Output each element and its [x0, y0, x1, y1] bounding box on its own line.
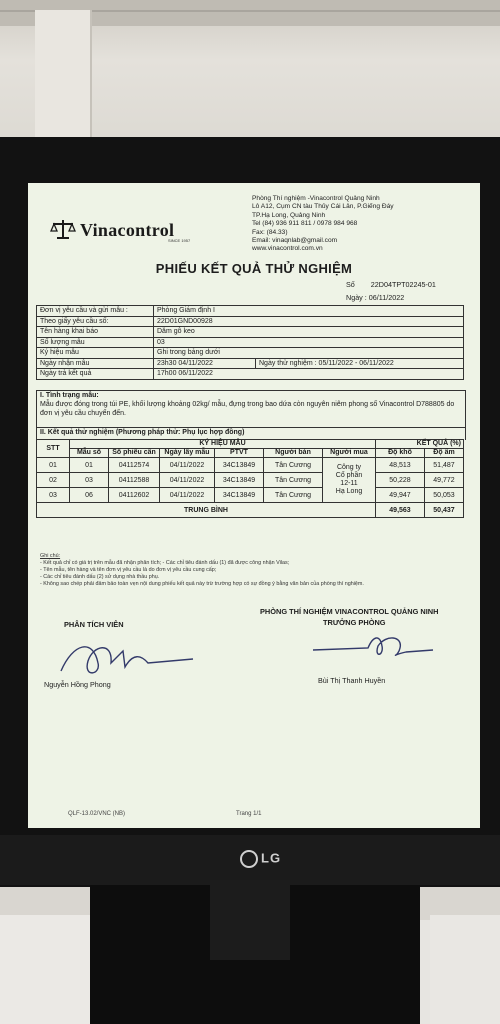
info-row: Theo giấy yêu cầu số: 22D01GND00928	[37, 316, 464, 327]
lab-line: Tel (84) 936 911 811 / 0978 984 968	[252, 220, 358, 228]
info-row: Ngày nhận mẫu 23h30 04/11/2022 Ngày thử nghiệm : 05/11/2022 - 06/11/2022	[37, 358, 464, 369]
monitor-brand-logo: LG	[240, 850, 290, 868]
note-line: - Các chỉ tiêu đánh dấu (2) sử dụng nhà thầu phụ.	[40, 574, 160, 580]
table-row: 02 03 04112588 04/11/2022 34C13849 Tân Cương 50,228 49,772	[37, 473, 464, 488]
info-row: Tên hàng khai báo Dăm gỗ keo	[37, 327, 464, 338]
buyer-cell: Công ty Cổ phần 12-11 Hạ Long	[323, 458, 376, 503]
document-title: PHIẾU KẾT QUẢ THỬ NGHIỆM	[155, 261, 353, 276]
page-number: Trang 1/1	[236, 811, 262, 817]
lg-circle-icon	[240, 850, 258, 868]
note-line: - Kết quả chỉ có giá trị trên mẫu đã nhận phân tích; - Các chỉ tiêu đánh dấu (1) đã được công nhận Vilas;	[40, 560, 290, 566]
lab-line: Fax: (84.33)	[252, 228, 288, 236]
request-info-table	[36, 305, 464, 380]
results-section-heading: II. Kết quả thử nghiệm (Phương pháp thử: Phụ lục hợp đồng)	[36, 427, 466, 440]
results-table	[36, 439, 464, 518]
info-row: Đơn vị yêu cầu và gửi mẫu : Phòng Giám định I	[37, 306, 464, 317]
lab-line: Email: vinaqnlab@gmail.com	[252, 237, 338, 245]
scales-icon	[50, 218, 76, 240]
analyst-name: Nguyễn Hồng Phong	[44, 680, 111, 689]
sample-status-section	[36, 390, 466, 428]
monitor-neck	[210, 880, 290, 960]
header-row: STT KÝ HIỆU MẪU KẾT QUẢ (%)	[37, 440, 464, 449]
form-code: QLF-13.02/VNC (NB)	[68, 811, 126, 817]
report-number: Số 22D04TPT02245-01	[346, 280, 436, 289]
info-row: Ký hiệu mẫu Ghi trong bảng dưới	[37, 348, 464, 359]
notes-heading: Ghi chú:	[40, 553, 61, 559]
section-heading: I. Tình trạng mẫu:	[40, 392, 99, 399]
table-row: 01 01 04112574 04/11/2022 34C13849 Tân Cương Công ty Cổ phần 12-11 Hạ Long 48,513 51,487	[37, 458, 464, 473]
note-line: - Tên mẫu, tên hàng và tên đơn vị yêu cầu là do đơn vị yêu cầu cung cấp;	[40, 567, 217, 573]
report-date: Ngày : 06/11/2022	[346, 293, 405, 302]
monitor-screen	[28, 183, 480, 828]
head-title: TRƯỞNG PHÒNG	[323, 618, 386, 627]
info-row: Số lượng mẫu 03	[37, 337, 464, 348]
info-row: Ngày trả kết quả 17h00 06/11/2022	[37, 369, 464, 380]
table-row: 03 06 04112602 04/11/2022 34C13849 Tân Cương 49,947 50,053	[37, 488, 464, 503]
note-line: - Không sao chép phải đảm bảo toàn vẹn nội dung phiếu kết quả này trừ trường hợp có sự đồng ý bằng văn bản của phòng thí nghiệm.	[40, 581, 364, 587]
wall-pillar	[35, 10, 92, 140]
analyst-title: PHÂN TÍCH VIÊN	[64, 620, 124, 629]
lab-contact-block	[252, 195, 472, 254]
desk-right	[430, 915, 500, 1024]
analyst-signature	[53, 633, 203, 683]
logo-text: Vinacontrol	[80, 220, 175, 240]
vinacontrol-logo	[50, 218, 195, 244]
average-row: TRUNG BÌNH 49,563 50,437	[37, 503, 464, 518]
desk-left	[0, 915, 90, 1024]
head-name: Bùi Thị Thanh Huyền	[318, 676, 386, 685]
lab-org-name: PHÒNG THÍ NGHIỆM VINACONTROL QUẢNG NINH	[260, 607, 439, 616]
logo-since: SINCE 1957	[168, 238, 191, 243]
lab-line: Lô A12, Cụm CN tàu Thủy Cái Lân, P.Giếng Đáy	[252, 203, 394, 211]
header-row: Mẫu số Số phiếu cân Ngày lấy mẫu PTVT Người bán Người mua Độ khô Độ ẩm	[37, 449, 464, 458]
section-body: Mẫu được đóng trong túi PE, khối lượng khoảng 02kg/ mẫu, đựng trong bao dứa còn nguyên niêm phong số Vinacontrol D788805 do đơn vị yêu cầu chuyển đến.	[40, 401, 455, 417]
notes-block	[40, 553, 470, 588]
head-signature	[308, 628, 438, 668]
lab-line: www.vinacontrol.com.vn	[252, 245, 323, 253]
lab-line: TP.Hạ Long, Quảng Ninh	[252, 211, 326, 219]
lab-line: Phòng Thí nghiệm -Vinacontrol Quảng Ninh	[252, 195, 380, 202]
